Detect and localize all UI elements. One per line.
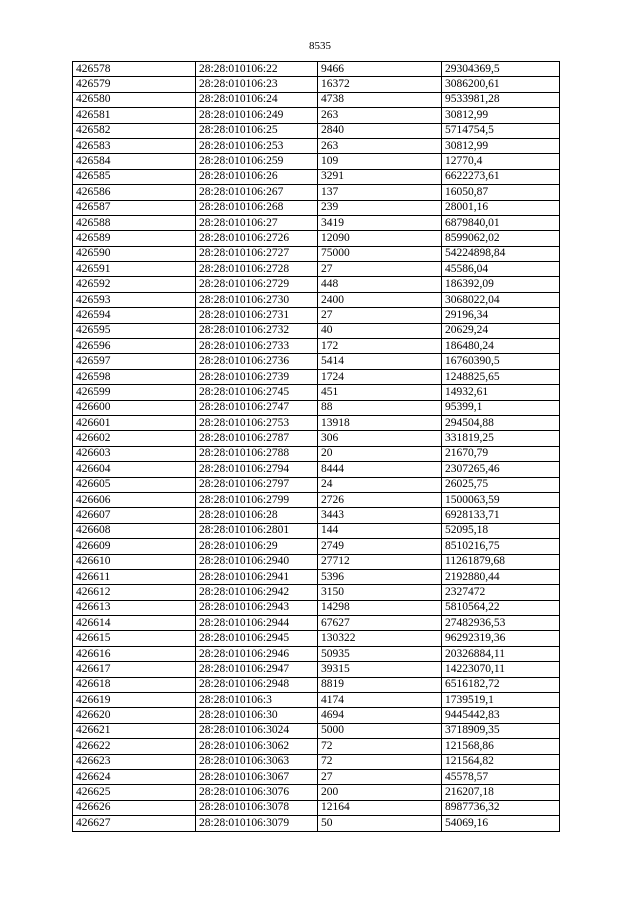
area-cell: 448	[318, 277, 442, 292]
table-row	[73, 800, 560, 815]
value-cell: 3718909,35	[442, 723, 560, 738]
cadastral-number-cell: 28:28:010106:3079	[196, 816, 318, 831]
record-number-cell: 426606	[73, 492, 196, 507]
record-number-cell: 426609	[73, 539, 196, 554]
area-cell: 263	[318, 138, 442, 153]
cadastral-number-cell: 28:28:010106:3024	[196, 723, 318, 738]
value-cell: 6928133,71	[442, 508, 560, 523]
value-cell: 6879840,01	[442, 215, 560, 230]
cadastral-number-cell: 28:28:010106:2944	[196, 616, 318, 631]
cadastral-number-cell: 28:28:010106:3078	[196, 800, 318, 815]
table-row	[73, 77, 560, 92]
value-cell: 54224898,84	[442, 246, 560, 261]
cadastral-number-cell: 28:28:010106:2794	[196, 462, 318, 477]
value-cell: 121564,82	[442, 754, 560, 769]
table-row	[73, 616, 560, 631]
cadastral-number-cell: 28:28:010106:2940	[196, 554, 318, 569]
record-number-cell: 426591	[73, 262, 196, 277]
table-row	[73, 739, 560, 754]
table-row	[73, 169, 560, 184]
table-row	[73, 723, 560, 738]
cadastral-number-cell: 28:28:010106:30	[196, 708, 318, 723]
value-cell: 30812,99	[442, 108, 560, 123]
area-cell: 27	[318, 769, 442, 784]
record-number-cell: 426580	[73, 92, 196, 107]
cadastral-number-cell: 28:28:010106:3076	[196, 785, 318, 800]
cadastral-number-cell: 28:28:010106:253	[196, 138, 318, 153]
cadastral-number-cell: 28:28:010106:25	[196, 123, 318, 138]
cadastral-number-cell: 28:28:010106:2801	[196, 523, 318, 538]
record-number-cell: 426620	[73, 708, 196, 723]
area-cell: 2840	[318, 123, 442, 138]
value-cell: 331819,25	[442, 431, 560, 446]
cadastral-number-cell: 28:28:010106:2747	[196, 400, 318, 415]
value-cell: 121568,86	[442, 739, 560, 754]
table-row	[73, 123, 560, 138]
area-cell: 239	[318, 200, 442, 215]
data-table	[72, 61, 560, 832]
value-cell: 3068022,04	[442, 292, 560, 307]
cadastral-number-cell: 28:28:010106:2745	[196, 385, 318, 400]
area-cell: 50	[318, 816, 442, 831]
cadastral-number-cell: 28:28:010106:2797	[196, 477, 318, 492]
value-cell: 28001,16	[442, 200, 560, 215]
cadastral-number-cell: 28:28:010106:3063	[196, 754, 318, 769]
value-cell: 45578,57	[442, 769, 560, 784]
area-cell: 306	[318, 431, 442, 446]
record-number-cell: 426587	[73, 200, 196, 215]
area-cell: 137	[318, 185, 442, 200]
table-row	[73, 554, 560, 569]
record-number-cell: 426611	[73, 569, 196, 584]
area-cell: 72	[318, 754, 442, 769]
cadastral-number-cell: 28:28:010106:2731	[196, 308, 318, 323]
record-number-cell: 426604	[73, 462, 196, 477]
area-cell: 3291	[318, 169, 442, 184]
table-row	[73, 323, 560, 338]
cadastral-number-cell: 28:28:010106:2787	[196, 431, 318, 446]
table-row	[73, 292, 560, 307]
value-cell: 1500063,59	[442, 492, 560, 507]
value-cell: 8510216,75	[442, 539, 560, 554]
area-cell: 451	[318, 385, 442, 400]
table-row	[73, 539, 560, 554]
value-cell: 1739519,1	[442, 693, 560, 708]
table-row	[73, 708, 560, 723]
cadastral-number-cell: 28:28:010106:27	[196, 215, 318, 230]
record-number-cell: 426586	[73, 185, 196, 200]
area-cell: 200	[318, 785, 442, 800]
table-row	[73, 415, 560, 430]
record-number-cell: 426624	[73, 769, 196, 784]
table-row	[73, 246, 560, 261]
value-cell: 216207,18	[442, 785, 560, 800]
value-cell: 2307265,46	[442, 462, 560, 477]
record-number-cell: 426600	[73, 400, 196, 415]
value-cell: 8599062,02	[442, 231, 560, 246]
value-cell: 12770,4	[442, 154, 560, 169]
table-row	[73, 200, 560, 215]
table-row	[73, 754, 560, 769]
value-cell: 5714754,5	[442, 123, 560, 138]
value-cell: 16050,87	[442, 185, 560, 200]
value-cell: 186480,24	[442, 339, 560, 354]
record-number-cell: 426626	[73, 800, 196, 815]
table-row	[73, 446, 560, 461]
area-cell: 20	[318, 446, 442, 461]
table-row	[73, 108, 560, 123]
record-number-cell: 426598	[73, 369, 196, 384]
table-row	[73, 600, 560, 615]
table-row	[73, 92, 560, 107]
record-number-cell: 426622	[73, 739, 196, 754]
value-cell: 8987736,32	[442, 800, 560, 815]
record-number-cell: 426593	[73, 292, 196, 307]
value-cell: 95399,1	[442, 400, 560, 415]
table-row	[73, 385, 560, 400]
cadastral-number-cell: 28:28:010106:2942	[196, 585, 318, 600]
cadastral-number-cell: 28:28:010106:24	[196, 92, 318, 107]
page-number: 8535	[309, 40, 331, 52]
record-number-cell: 426617	[73, 662, 196, 677]
area-cell: 88	[318, 400, 442, 415]
record-number-cell: 426596	[73, 339, 196, 354]
table-row	[73, 693, 560, 708]
cadastral-number-cell: 28:28:010106:3	[196, 693, 318, 708]
area-cell: 2400	[318, 292, 442, 307]
area-cell: 130322	[318, 631, 442, 646]
record-number-cell: 426623	[73, 754, 196, 769]
table-row	[73, 154, 560, 169]
cadastral-number-cell: 28:28:010106:2799	[196, 492, 318, 507]
cadastral-number-cell: 28:28:010106:2947	[196, 662, 318, 677]
table-row	[73, 462, 560, 477]
cadastral-number-cell: 28:28:010106:29	[196, 539, 318, 554]
cadastral-number-cell: 28:28:010106:2788	[196, 446, 318, 461]
area-cell: 39315	[318, 662, 442, 677]
record-number-cell: 426610	[73, 554, 196, 569]
value-cell: 11261879,68	[442, 554, 560, 569]
area-cell: 2726	[318, 492, 442, 507]
table-row	[73, 308, 560, 323]
area-cell: 5396	[318, 569, 442, 584]
table-row	[73, 339, 560, 354]
area-cell: 50935	[318, 646, 442, 661]
area-cell: 8819	[318, 677, 442, 692]
area-cell: 27	[318, 262, 442, 277]
record-number-cell: 426594	[73, 308, 196, 323]
area-cell: 4174	[318, 693, 442, 708]
cadastral-number-cell: 28:28:010106:268	[196, 200, 318, 215]
value-cell: 2192880,44	[442, 569, 560, 584]
cadastral-number-cell: 28:28:010106:2946	[196, 646, 318, 661]
value-cell: 96292319,36	[442, 631, 560, 646]
area-cell: 3443	[318, 508, 442, 523]
value-cell: 1248825,65	[442, 369, 560, 384]
cadastral-number-cell: 28:28:010106:2739	[196, 369, 318, 384]
cadastral-number-cell: 28:28:010106:259	[196, 154, 318, 169]
value-cell: 186392,09	[442, 277, 560, 292]
cadastral-number-cell: 28:28:010106:2727	[196, 246, 318, 261]
record-number-cell: 426605	[73, 477, 196, 492]
area-cell: 1724	[318, 369, 442, 384]
table-body	[73, 62, 560, 832]
area-cell: 263	[318, 108, 442, 123]
record-number-cell: 426608	[73, 523, 196, 538]
area-cell: 2749	[318, 539, 442, 554]
value-cell: 9533981,28	[442, 92, 560, 107]
value-cell: 20629,24	[442, 323, 560, 338]
value-cell: 29304369,5	[442, 62, 560, 77]
record-number-cell: 426625	[73, 785, 196, 800]
record-number-cell: 426619	[73, 693, 196, 708]
table-row	[73, 62, 560, 77]
table-row	[73, 492, 560, 507]
area-cell: 40	[318, 323, 442, 338]
table-row	[73, 400, 560, 415]
record-number-cell: 426585	[73, 169, 196, 184]
value-cell: 21670,79	[442, 446, 560, 461]
record-number-cell: 426581	[73, 108, 196, 123]
table-row	[73, 138, 560, 153]
cadastral-number-cell: 28:28:010106:26	[196, 169, 318, 184]
cadastral-number-cell: 28:28:010106:2948	[196, 677, 318, 692]
value-cell: 9445442,83	[442, 708, 560, 723]
table-row	[73, 662, 560, 677]
record-number-cell: 426584	[73, 154, 196, 169]
record-number-cell: 426597	[73, 354, 196, 369]
record-number-cell: 426590	[73, 246, 196, 261]
area-cell: 3419	[318, 215, 442, 230]
cadastral-number-cell: 28:28:010106:2726	[196, 231, 318, 246]
table-row	[73, 677, 560, 692]
table-row	[73, 185, 560, 200]
table-row	[73, 785, 560, 800]
table-row	[73, 431, 560, 446]
record-number-cell: 426589	[73, 231, 196, 246]
record-number-cell: 426621	[73, 723, 196, 738]
table-row	[73, 523, 560, 538]
value-cell: 14932,61	[442, 385, 560, 400]
record-number-cell: 426595	[73, 323, 196, 338]
table-row	[73, 215, 560, 230]
area-cell: 144	[318, 523, 442, 538]
record-number-cell: 426614	[73, 616, 196, 631]
table-row	[73, 816, 560, 831]
area-cell: 5000	[318, 723, 442, 738]
record-number-cell: 426592	[73, 277, 196, 292]
value-cell: 16760390,5	[442, 354, 560, 369]
table-row	[73, 769, 560, 784]
table-row	[73, 585, 560, 600]
record-number-cell: 426618	[73, 677, 196, 692]
value-cell: 45586,04	[442, 262, 560, 277]
table-row	[73, 569, 560, 584]
record-number-cell: 426579	[73, 77, 196, 92]
area-cell: 4738	[318, 92, 442, 107]
record-number-cell: 426599	[73, 385, 196, 400]
cadastral-number-cell: 28:28:010106:2733	[196, 339, 318, 354]
table-row	[73, 277, 560, 292]
record-number-cell: 426582	[73, 123, 196, 138]
area-cell: 3150	[318, 585, 442, 600]
value-cell: 2327472	[442, 585, 560, 600]
cadastral-number-cell: 28:28:010106:2945	[196, 631, 318, 646]
area-cell: 27712	[318, 554, 442, 569]
cadastral-number-cell: 28:28:010106:22	[196, 62, 318, 77]
area-cell: 4694	[318, 708, 442, 723]
area-cell: 14298	[318, 600, 442, 615]
table-row	[73, 508, 560, 523]
record-number-cell: 426583	[73, 138, 196, 153]
cadastral-number-cell: 28:28:010106:2943	[196, 600, 318, 615]
record-number-cell: 426627	[73, 816, 196, 831]
value-cell: 29196,34	[442, 308, 560, 323]
value-cell: 52095,18	[442, 523, 560, 538]
table-row	[73, 477, 560, 492]
area-cell: 24	[318, 477, 442, 492]
cadastral-number-cell: 28:28:010106:267	[196, 185, 318, 200]
area-cell: 172	[318, 339, 442, 354]
area-cell: 16372	[318, 77, 442, 92]
value-cell: 30812,99	[442, 138, 560, 153]
cadastral-number-cell: 28:28:010106:2730	[196, 292, 318, 307]
value-cell: 3086200,61	[442, 77, 560, 92]
record-number-cell: 426603	[73, 446, 196, 461]
area-cell: 109	[318, 154, 442, 169]
value-cell: 6516182,72	[442, 677, 560, 692]
record-number-cell: 426613	[73, 600, 196, 615]
value-cell: 294504,88	[442, 415, 560, 430]
area-cell: 75000	[318, 246, 442, 261]
table-row	[73, 262, 560, 277]
value-cell: 54069,16	[442, 816, 560, 831]
area-cell: 9466	[318, 62, 442, 77]
area-cell: 13918	[318, 415, 442, 430]
area-cell: 67627	[318, 616, 442, 631]
record-number-cell: 426607	[73, 508, 196, 523]
cadastral-number-cell: 28:28:010106:28	[196, 508, 318, 523]
record-number-cell: 426615	[73, 631, 196, 646]
cadastral-number-cell: 28:28:010106:2753	[196, 415, 318, 430]
area-cell: 12164	[318, 800, 442, 815]
area-cell: 12090	[318, 231, 442, 246]
cadastral-number-cell: 28:28:010106:23	[196, 77, 318, 92]
cadastral-number-cell: 28:28:010106:2736	[196, 354, 318, 369]
cadastral-number-cell: 28:28:010106:2732	[196, 323, 318, 338]
area-cell: 72	[318, 739, 442, 754]
cadastral-number-cell: 28:28:010106:2941	[196, 569, 318, 584]
record-number-cell: 426612	[73, 585, 196, 600]
record-number-cell: 426578	[73, 62, 196, 77]
area-cell: 5414	[318, 354, 442, 369]
table-row	[73, 369, 560, 384]
table-row	[73, 646, 560, 661]
value-cell: 26025,75	[442, 477, 560, 492]
value-cell: 27482936,53	[442, 616, 560, 631]
value-cell: 14223070,11	[442, 662, 560, 677]
record-number-cell: 426616	[73, 646, 196, 661]
area-cell: 27	[318, 308, 442, 323]
cadastral-number-cell: 28:28:010106:249	[196, 108, 318, 123]
value-cell: 6622273,61	[442, 169, 560, 184]
value-cell: 5810564,22	[442, 600, 560, 615]
record-number-cell: 426601	[73, 415, 196, 430]
table-row	[73, 631, 560, 646]
table-row	[73, 231, 560, 246]
cadastral-number-cell: 28:28:010106:3062	[196, 739, 318, 754]
cadastral-number-cell: 28:28:010106:2729	[196, 277, 318, 292]
table-row	[73, 354, 560, 369]
cadastral-number-cell: 28:28:010106:2728	[196, 262, 318, 277]
value-cell: 20326884,11	[442, 646, 560, 661]
cadastral-number-cell: 28:28:010106:3067	[196, 769, 318, 784]
record-number-cell: 426588	[73, 215, 196, 230]
area-cell: 8444	[318, 462, 442, 477]
record-number-cell: 426602	[73, 431, 196, 446]
